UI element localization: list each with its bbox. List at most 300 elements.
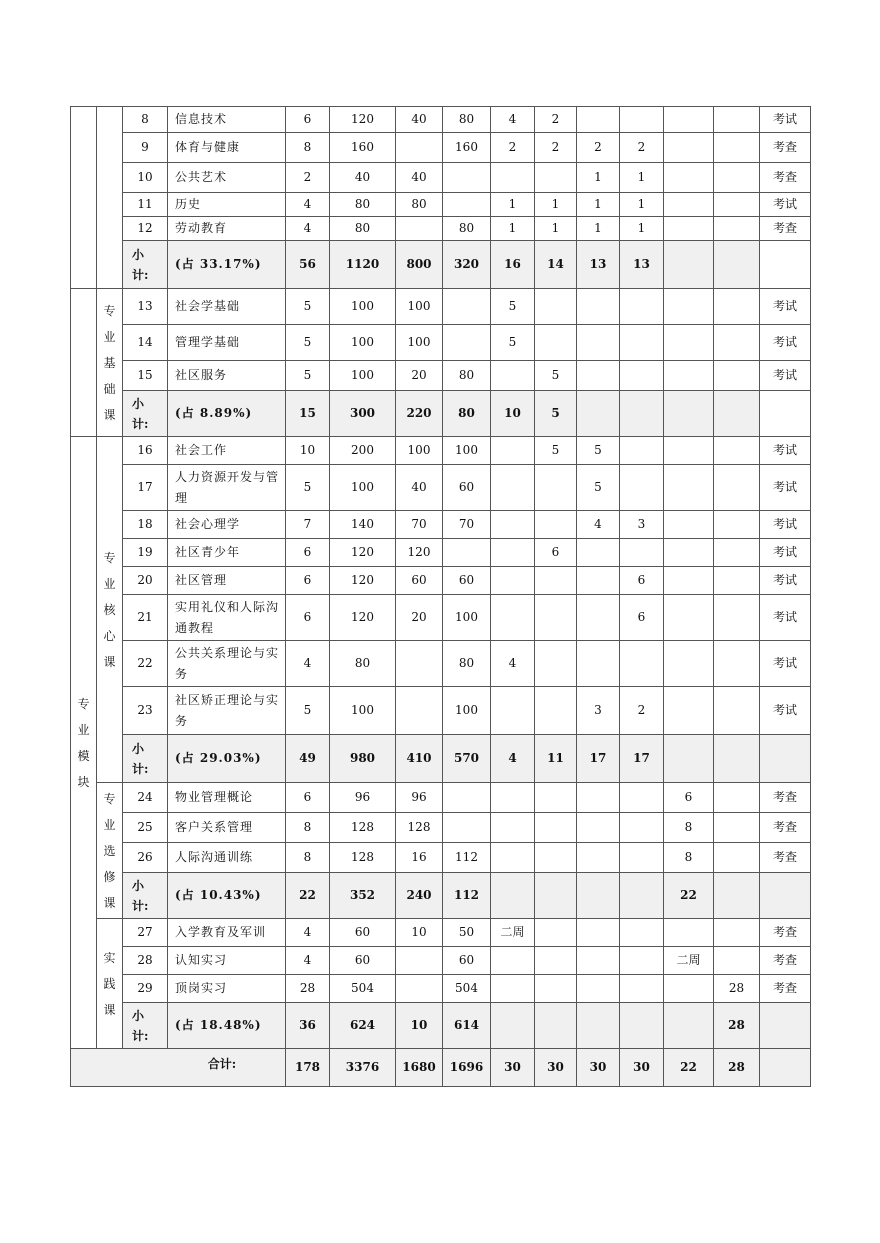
- course-s6: [714, 539, 760, 567]
- subtotal-label: [123, 1003, 168, 1049]
- course-name: 社会工作: [168, 437, 286, 465]
- course-s1: [491, 511, 535, 539]
- course-s5: [664, 163, 714, 193]
- course-no: 10: [123, 163, 168, 193]
- subtotal-label-text: 小计:: [132, 247, 149, 282]
- course-s6: [714, 465, 760, 511]
- course-s2: [535, 641, 577, 687]
- course-s5: [664, 539, 714, 567]
- subtotal-s3: [577, 1003, 620, 1049]
- course-theory: 100: [396, 437, 443, 465]
- course-s6: [714, 511, 760, 539]
- course-practice: 80: [443, 641, 491, 687]
- course-theory: 40: [396, 465, 443, 511]
- course-name: 社会学基础: [168, 289, 286, 325]
- course-s6: [714, 567, 760, 595]
- course-s5: [664, 641, 714, 687]
- course-assess: 考试: [760, 511, 811, 539]
- course-s2: 1: [535, 193, 577, 217]
- course-s1: [491, 465, 535, 511]
- table-row: [71, 217, 811, 241]
- course-assess: 考查: [760, 843, 811, 873]
- subtotal-s1: [491, 873, 535, 919]
- course-s1: [491, 783, 535, 813]
- course-s2: 2: [535, 107, 577, 133]
- course-practice: 60: [443, 465, 491, 511]
- course-name: 社区管理: [168, 567, 286, 595]
- course-credit: 5: [286, 465, 330, 511]
- course-no: 8: [123, 107, 168, 133]
- course-practice: 160: [443, 133, 491, 163]
- course-s4: [620, 289, 664, 325]
- subtotal-s5: [664, 391, 714, 437]
- subtotal-percent: (占 33.17%): [168, 241, 286, 289]
- course-s4: 2: [620, 133, 664, 163]
- course-s6: [714, 687, 760, 735]
- course-total: 60: [330, 919, 396, 947]
- course-practice: [443, 193, 491, 217]
- module-main-cell-basic: [71, 289, 97, 437]
- course-total: 200: [330, 437, 396, 465]
- course-assess: 考试: [760, 361, 811, 391]
- subtotal-practice: 112: [443, 873, 491, 919]
- grand-total-credit: 178: [286, 1049, 330, 1087]
- table-row: [71, 919, 811, 947]
- course-s3: 1: [577, 217, 620, 241]
- course-credit: 8: [286, 843, 330, 873]
- course-practice: [443, 813, 491, 843]
- course-theory: [396, 687, 443, 735]
- table-row: [71, 843, 811, 873]
- module-label-text: 专业核心课: [103, 550, 116, 669]
- subtotal-theory: 410: [396, 735, 443, 783]
- course-practice: [443, 539, 491, 567]
- course-no: 25: [123, 813, 168, 843]
- course-no: 18: [123, 511, 168, 539]
- subtotal-assess: [760, 391, 811, 437]
- course-s1: [491, 975, 535, 1003]
- course-theory: 96: [396, 783, 443, 813]
- course-s1: [491, 947, 535, 975]
- course-s5: [664, 567, 714, 595]
- course-s3: [577, 107, 620, 133]
- course-theory: 120: [396, 539, 443, 567]
- course-s5: [664, 595, 714, 641]
- course-no: 13: [123, 289, 168, 325]
- table-row: [71, 511, 811, 539]
- course-s2: [535, 325, 577, 361]
- subtotal-s6: [714, 873, 760, 919]
- subtotal-label: [123, 735, 168, 783]
- course-s1: 5: [491, 289, 535, 325]
- course-s2: 1: [535, 217, 577, 241]
- course-practice: 112: [443, 843, 491, 873]
- course-s5: [664, 687, 714, 735]
- course-s2: 6: [535, 539, 577, 567]
- subtotal-s4: [620, 873, 664, 919]
- course-s6: [714, 289, 760, 325]
- subtotal-assess: [760, 735, 811, 783]
- table-row: [71, 107, 811, 133]
- course-no: 27: [123, 919, 168, 947]
- course-s6: [714, 133, 760, 163]
- subtotal-row: [71, 391, 811, 437]
- course-name: 社区青少年: [168, 539, 286, 567]
- course-s5: 6: [664, 783, 714, 813]
- course-total: 128: [330, 843, 396, 873]
- subtotal-s5: [664, 1003, 714, 1049]
- course-s4: [620, 813, 664, 843]
- course-s3: 4: [577, 511, 620, 539]
- subtotal-s4: [620, 391, 664, 437]
- course-s1: 4: [491, 107, 535, 133]
- course-s2: [535, 919, 577, 947]
- course-name: 入学教育及军训: [168, 919, 286, 947]
- subtotal-total: 352: [330, 873, 396, 919]
- course-name: 人力资源开发与管理: [168, 465, 286, 511]
- subtotal-label: [123, 873, 168, 919]
- course-credit: 4: [286, 193, 330, 217]
- course-credit: 4: [286, 919, 330, 947]
- course-no: 26: [123, 843, 168, 873]
- course-name: 社区矫正理论与实务: [168, 687, 286, 735]
- course-s4: 1: [620, 217, 664, 241]
- course-practice: 50: [443, 919, 491, 947]
- subtotal-row: [71, 735, 811, 783]
- course-theory: [396, 217, 443, 241]
- course-credit: 6: [286, 567, 330, 595]
- course-credit: 6: [286, 783, 330, 813]
- course-s4: [620, 843, 664, 873]
- course-practice: 80: [443, 217, 491, 241]
- subtotal-s5: 22: [664, 873, 714, 919]
- subtotal-total: 624: [330, 1003, 396, 1049]
- course-s5: [664, 325, 714, 361]
- course-s3: [577, 567, 620, 595]
- course-s5: [664, 919, 714, 947]
- course-s1: [491, 687, 535, 735]
- course-total: 80: [330, 193, 396, 217]
- subtotal-credit: 36: [286, 1003, 330, 1049]
- course-no: 20: [123, 567, 168, 595]
- module-label-text: 专业基础课: [103, 303, 116, 422]
- course-no: 15: [123, 361, 168, 391]
- course-total: 100: [330, 465, 396, 511]
- subtotal-percent: (占 29.03%): [168, 735, 286, 783]
- course-s3: [577, 361, 620, 391]
- grand-total-label: 合计:: [71, 1049, 286, 1087]
- course-s2: [535, 289, 577, 325]
- subtotal-percent: (占 10.43%): [168, 873, 286, 919]
- course-s2: [535, 567, 577, 595]
- table-row: [71, 163, 811, 193]
- course-practice: [443, 163, 491, 193]
- curriculum-table: [70, 106, 811, 1087]
- table-row: [71, 465, 811, 511]
- subtotal-label-text: 小计:: [132, 741, 149, 776]
- course-no: 28: [123, 947, 168, 975]
- table-row: [71, 975, 811, 1003]
- table-row: [71, 813, 811, 843]
- grand-total-practice: 1696: [443, 1049, 491, 1087]
- course-assess: 考查: [760, 975, 811, 1003]
- course-practice: 70: [443, 511, 491, 539]
- course-s1: [491, 567, 535, 595]
- course-s5: [664, 217, 714, 241]
- course-s2: 5: [535, 361, 577, 391]
- course-s6: [714, 217, 760, 241]
- subtotal-s3: 17: [577, 735, 620, 783]
- course-s6: [714, 437, 760, 465]
- course-name: 社会心理学: [168, 511, 286, 539]
- course-name: 公共艺术: [168, 163, 286, 193]
- course-total: 160: [330, 133, 396, 163]
- course-s1: [491, 539, 535, 567]
- table-row: [71, 539, 811, 567]
- subtotal-label-text: 小计:: [132, 878, 149, 913]
- course-theory: [396, 947, 443, 975]
- course-s1: [491, 595, 535, 641]
- subtotal-s4: 17: [620, 735, 664, 783]
- course-s5: [664, 193, 714, 217]
- course-s2: [535, 163, 577, 193]
- grand-total-s5: 22: [664, 1049, 714, 1087]
- course-s1: 1: [491, 217, 535, 241]
- course-name: 历史: [168, 193, 286, 217]
- subtotal-s1: 4: [491, 735, 535, 783]
- subtotal-s1: 10: [491, 391, 535, 437]
- module-main-cell-top: [71, 107, 97, 289]
- course-s5: [664, 289, 714, 325]
- module-label-text: 专业选修课: [103, 791, 116, 910]
- course-total: 120: [330, 595, 396, 641]
- course-assess: 考试: [760, 289, 811, 325]
- course-s4: [620, 947, 664, 975]
- course-s2: [535, 465, 577, 511]
- course-s4: [620, 325, 664, 361]
- course-theory: 16: [396, 843, 443, 873]
- subtotal-s4: 13: [620, 241, 664, 289]
- course-name: 实用礼仪和人际沟通教程: [168, 595, 286, 641]
- subtotal-practice: 80: [443, 391, 491, 437]
- course-s4: [620, 107, 664, 133]
- subtotal-label-text: 小计:: [132, 396, 149, 431]
- course-s6: [714, 107, 760, 133]
- subtotal-theory: 220: [396, 391, 443, 437]
- module-practice-label: [97, 919, 123, 1049]
- module-public-cell: [97, 107, 123, 289]
- course-s5: 8: [664, 813, 714, 843]
- course-assess: 考试: [760, 567, 811, 595]
- course-total: 80: [330, 217, 396, 241]
- course-s6: [714, 361, 760, 391]
- subtotal-s5: [664, 241, 714, 289]
- course-s1: [491, 813, 535, 843]
- subtotal-assess: [760, 241, 811, 289]
- course-s2: 2: [535, 133, 577, 163]
- course-s3: 3: [577, 687, 620, 735]
- course-name: 公共关系理论与实务: [168, 641, 286, 687]
- table-row: [71, 567, 811, 595]
- course-s5: [664, 975, 714, 1003]
- course-assess: 考试: [760, 107, 811, 133]
- course-s2: [535, 947, 577, 975]
- course-no: 24: [123, 783, 168, 813]
- course-s2: [535, 843, 577, 873]
- table-row: [71, 641, 811, 687]
- course-s3: [577, 289, 620, 325]
- course-s3: [577, 813, 620, 843]
- subtotal-s2: 5: [535, 391, 577, 437]
- course-assess: 考查: [760, 919, 811, 947]
- course-s3: 1: [577, 163, 620, 193]
- grand-total-s6: 28: [714, 1049, 760, 1087]
- course-practice: 100: [443, 687, 491, 735]
- subtotal-practice: 614: [443, 1003, 491, 1049]
- course-credit: 6: [286, 539, 330, 567]
- course-assess: 考查: [760, 133, 811, 163]
- table-row: [71, 325, 811, 361]
- subtotal-theory: 10: [396, 1003, 443, 1049]
- subtotal-total: 1120: [330, 241, 396, 289]
- course-assess: 考试: [760, 595, 811, 641]
- course-assess: 考试: [760, 193, 811, 217]
- course-no: 17: [123, 465, 168, 511]
- table-row: [71, 947, 811, 975]
- course-total: 100: [330, 361, 396, 391]
- course-no: 23: [123, 687, 168, 735]
- course-credit: 5: [286, 325, 330, 361]
- course-s5: [664, 465, 714, 511]
- course-practice: 60: [443, 947, 491, 975]
- course-s4: [620, 539, 664, 567]
- grand-total-assess: [760, 1049, 811, 1087]
- course-s4: 6: [620, 567, 664, 595]
- course-assess: 考试: [760, 687, 811, 735]
- subtotal-credit: 22: [286, 873, 330, 919]
- subtotal-total: 980: [330, 735, 396, 783]
- subtotal-s2: 14: [535, 241, 577, 289]
- table-row: [71, 687, 811, 735]
- course-credit: 8: [286, 813, 330, 843]
- subtotal-assess: [760, 873, 811, 919]
- module-main-label: [71, 437, 97, 1049]
- course-credit: 28: [286, 975, 330, 1003]
- subtotal-s6: [714, 391, 760, 437]
- module-core-label: [97, 437, 123, 783]
- course-s2: [535, 511, 577, 539]
- course-no: 11: [123, 193, 168, 217]
- course-credit: 4: [286, 217, 330, 241]
- course-s1: [491, 843, 535, 873]
- course-s4: [620, 919, 664, 947]
- course-s2: [535, 783, 577, 813]
- course-name: 客户关系管理: [168, 813, 286, 843]
- grand-total-s3: 30: [577, 1049, 620, 1087]
- course-s6: [714, 813, 760, 843]
- course-credit: 6: [286, 595, 330, 641]
- subtotal-s3: [577, 391, 620, 437]
- subtotal-row: [71, 873, 811, 919]
- course-s4: [620, 361, 664, 391]
- course-theory: [396, 975, 443, 1003]
- subtotal-assess: [760, 1003, 811, 1049]
- course-practice: [443, 783, 491, 813]
- course-s3: [577, 843, 620, 873]
- course-s4: [620, 465, 664, 511]
- subtotal-s1: [491, 1003, 535, 1049]
- course-s1: [491, 163, 535, 193]
- course-s1: 1: [491, 193, 535, 217]
- course-practice: 100: [443, 595, 491, 641]
- course-no: 19: [123, 539, 168, 567]
- course-total: 128: [330, 813, 396, 843]
- course-s6: [714, 783, 760, 813]
- course-theory: 100: [396, 325, 443, 361]
- course-s5: [664, 107, 714, 133]
- course-name: 物业管理概论: [168, 783, 286, 813]
- course-s3: 5: [577, 465, 620, 511]
- course-s5: [664, 361, 714, 391]
- course-s3: 1: [577, 193, 620, 217]
- course-s2: [535, 595, 577, 641]
- course-practice: [443, 289, 491, 325]
- course-theory: 20: [396, 361, 443, 391]
- course-s6: [714, 919, 760, 947]
- course-theory: [396, 133, 443, 163]
- table-row: [71, 133, 811, 163]
- course-s3: [577, 919, 620, 947]
- course-name: 管理学基础: [168, 325, 286, 361]
- subtotal-s6: [714, 241, 760, 289]
- course-assess: 考试: [760, 325, 811, 361]
- course-practice: 80: [443, 107, 491, 133]
- course-name: 体育与健康: [168, 133, 286, 163]
- subtotal-practice: 320: [443, 241, 491, 289]
- grand-total-s4: 30: [620, 1049, 664, 1087]
- course-s4: [620, 975, 664, 1003]
- course-theory: 80: [396, 193, 443, 217]
- course-s1: [491, 437, 535, 465]
- course-total: 100: [330, 687, 396, 735]
- course-s5: [664, 511, 714, 539]
- course-theory: 128: [396, 813, 443, 843]
- course-practice: 100: [443, 437, 491, 465]
- course-s6: [714, 193, 760, 217]
- course-s1: 二周: [491, 919, 535, 947]
- course-s2: [535, 975, 577, 1003]
- course-theory: 20: [396, 595, 443, 641]
- course-s3: [577, 539, 620, 567]
- course-theory: 40: [396, 107, 443, 133]
- course-total: 120: [330, 539, 396, 567]
- course-assess: 考查: [760, 783, 811, 813]
- course-no: 14: [123, 325, 168, 361]
- table-row: [71, 289, 811, 325]
- subtotal-row: [71, 1003, 811, 1049]
- grand-total-s1: 30: [491, 1049, 535, 1087]
- subtotal-label: [123, 391, 168, 437]
- course-s3: 2: [577, 133, 620, 163]
- course-credit: 5: [286, 289, 330, 325]
- subtotal-s2: [535, 873, 577, 919]
- module-basic-label: [97, 289, 123, 437]
- course-total: 120: [330, 567, 396, 595]
- subtotal-credit: 15: [286, 391, 330, 437]
- course-total: 80: [330, 641, 396, 687]
- course-name: 顶岗实习: [168, 975, 286, 1003]
- course-name: 社区服务: [168, 361, 286, 391]
